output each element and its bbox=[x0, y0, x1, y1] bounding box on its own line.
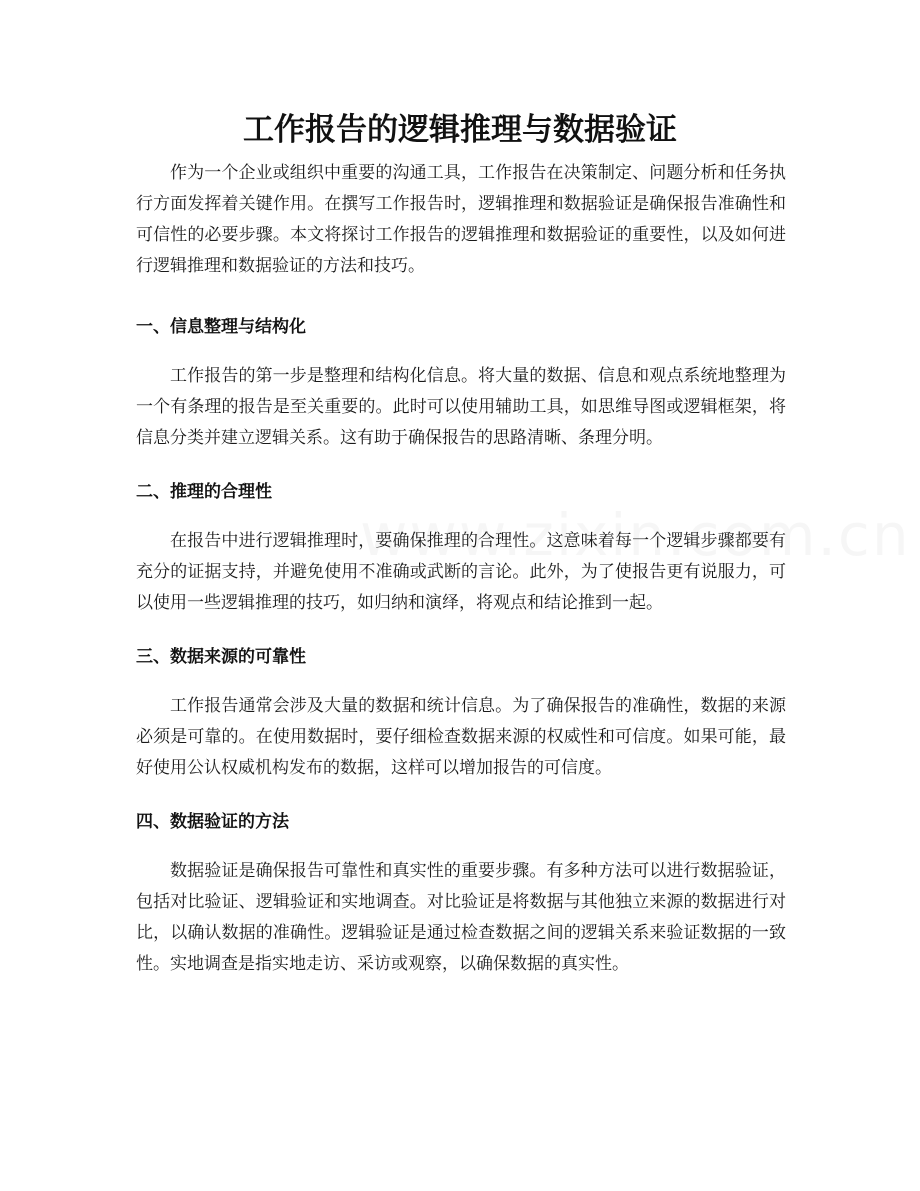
section-heading-3: 三、数据来源的可靠性 bbox=[136, 647, 306, 667]
section-heading-1: 一、信息整理与结构化 bbox=[136, 317, 306, 337]
document-title: 工作报告的逻辑推理与数据验证 bbox=[243, 112, 677, 148]
section-heading-4: 四、数据验证的方法 bbox=[136, 812, 289, 832]
document-body bbox=[136, 158, 786, 980]
intro-paragraph: 作为一个企业或组织中重要的沟通工具，工作报告在决策制定、问题分析和任务执行方面发挥着关键作用。在撰写工作报告时，逻辑推理和数据验证是确保报告准确性和可信性的必要步骤。本文将探讨工作报告的逻辑推理和数据验证的重要性，以及如何进行逻辑推理和数据验证的方法和技巧。 bbox=[136, 163, 786, 276]
section-paragraph-2: 在报告中进行逻辑推理时，要确保推理的合理性。这意味着每一个逻辑步骤都要有充分的证据支持，并避免使用不准确或武断的言论。此外，为了使报告更有说服力，可以使用一些逻辑推理的技巧，如归纳和演绎，将观点和结论推到一起。 bbox=[136, 531, 786, 613]
section-heading-2: 二、推理的合理性 bbox=[136, 482, 272, 502]
section-paragraph-4: 数据验证是确保报告可靠性和真实性的重要步骤。有多种方法可以进行数据验证，包括对比验证、逻辑验证和实地调查。对比验证是将数据与其他独立来源的数据进行对比，以确认数据的准确性。逻辑验证是通过检查数据之间的逻辑关系来验证数据的一致性。实地调查是指实地走访、采访或观察，以确保数据的真实性。 bbox=[136, 861, 786, 974]
section-paragraph-1: 工作报告的第一步是整理和结构化信息。将大量的数据、信息和观点系统地整理为一个有条理的报告是至关重要的。此时可以使用辅助工具，如思维导图或逻辑框架，将信息分类并建立逻辑关系。这有助于确保报告的思路清晰、条理分明。 bbox=[136, 366, 786, 448]
section-paragraph-3: 工作报告通常会涉及大量的数据和统计信息。为了确保报告的准确性，数据的来源必须是可靠的。在使用数据时，要仔细检查数据来源的权威性和可信度。如果可能，最好使用公认权威机构发布的数据，这样可以增加报告的可信度。 bbox=[136, 696, 786, 778]
